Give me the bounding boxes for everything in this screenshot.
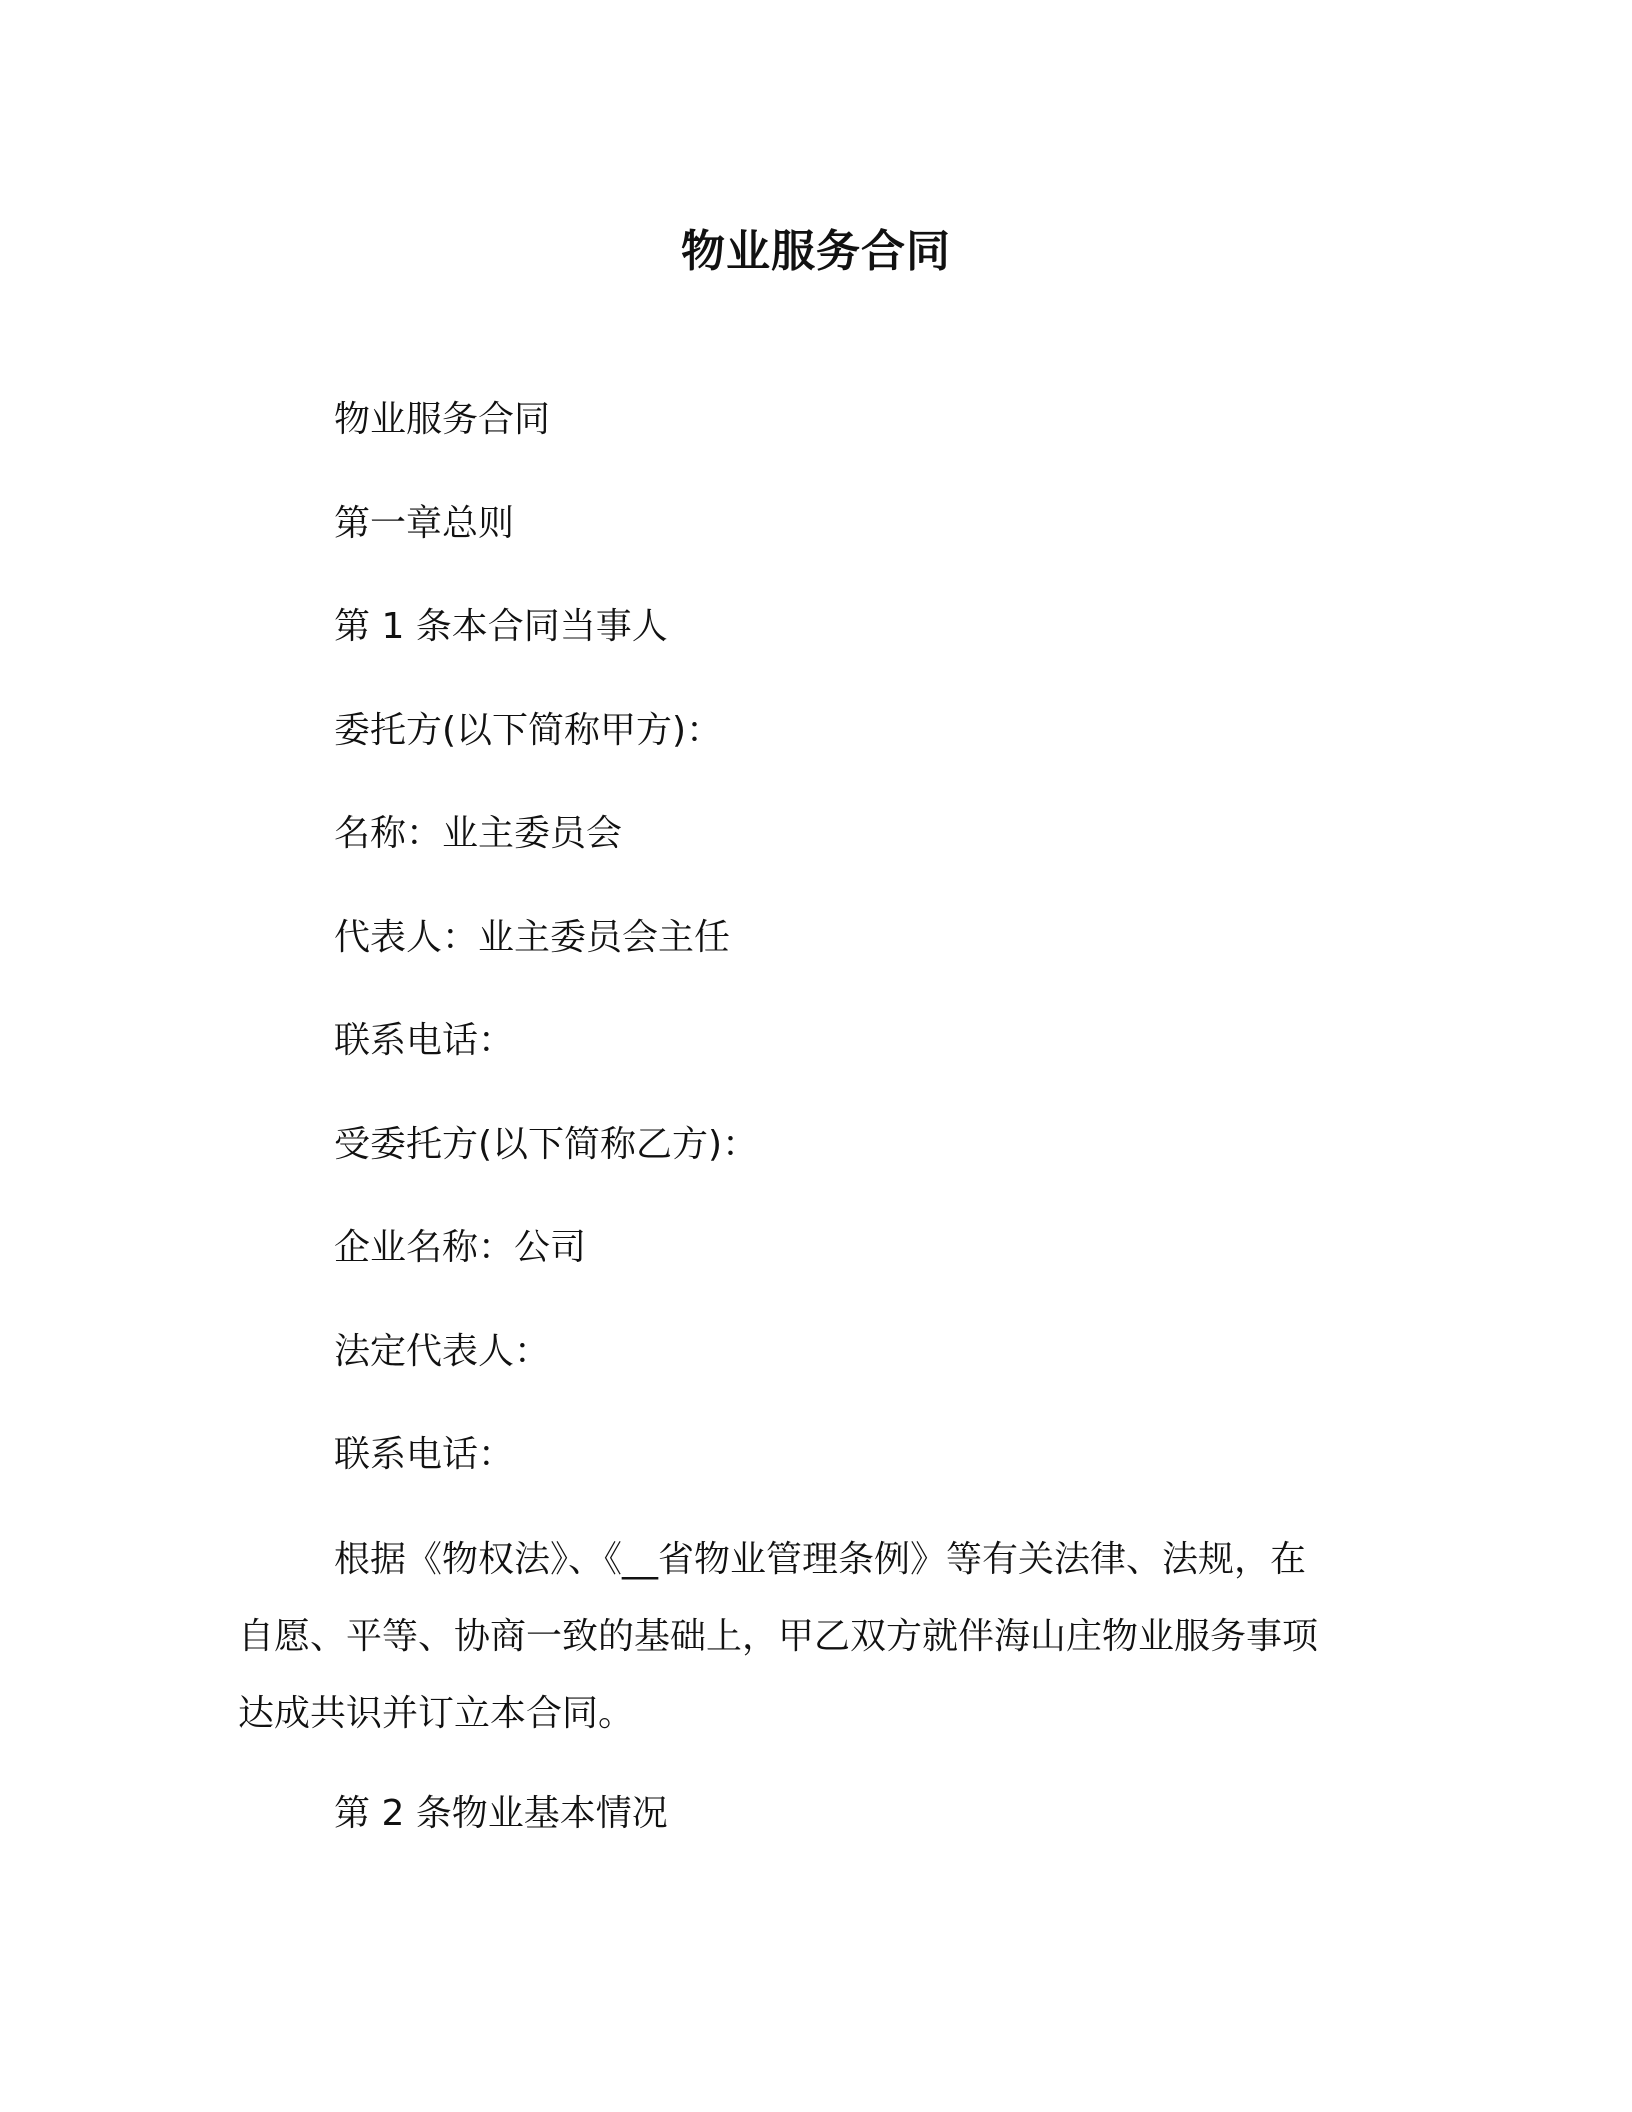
party-b-phone: 联系电话： [334,1434,515,1475]
basis-paragraph-line-2: 自愿、平等、协商一致的基础上，甲乙双方就伴海山庄物业服务事项 [238,1616,1319,1657]
contract-heading: 物业服务合同 [334,399,551,440]
basis-paragraph-line-1: 根据《物权法》、《__省物业管理条例》等有关法律、法规，在 [334,1539,1307,1580]
document-title: 物业服务合同 [681,226,951,277]
party-a-representative: 代表人：业主委员会主任 [334,917,731,958]
basis-paragraph-line-3: 达成共识并订立本合同。 [238,1693,635,1734]
party-a-phone: 联系电话： [334,1020,515,1061]
article-1-heading: 第 1 条本合同当事人 [334,606,668,647]
basis-paragraph [238,1521,1398,1752]
chapter-heading: 第一章总则 [334,503,515,544]
party-b-legal-representative: 法定代表人： [334,1331,551,1372]
article-2-heading: 第 2 条物业基本情况 [334,1793,668,1834]
party-b-heading: 受委托方(以下简称乙方)： [334,1124,759,1165]
party-a-name: 名称：业主委员会 [334,813,623,854]
party-b-company-name: 企业名称：公司 [334,1227,587,1268]
party-a-heading: 委托方(以下简称甲方)： [334,710,723,751]
